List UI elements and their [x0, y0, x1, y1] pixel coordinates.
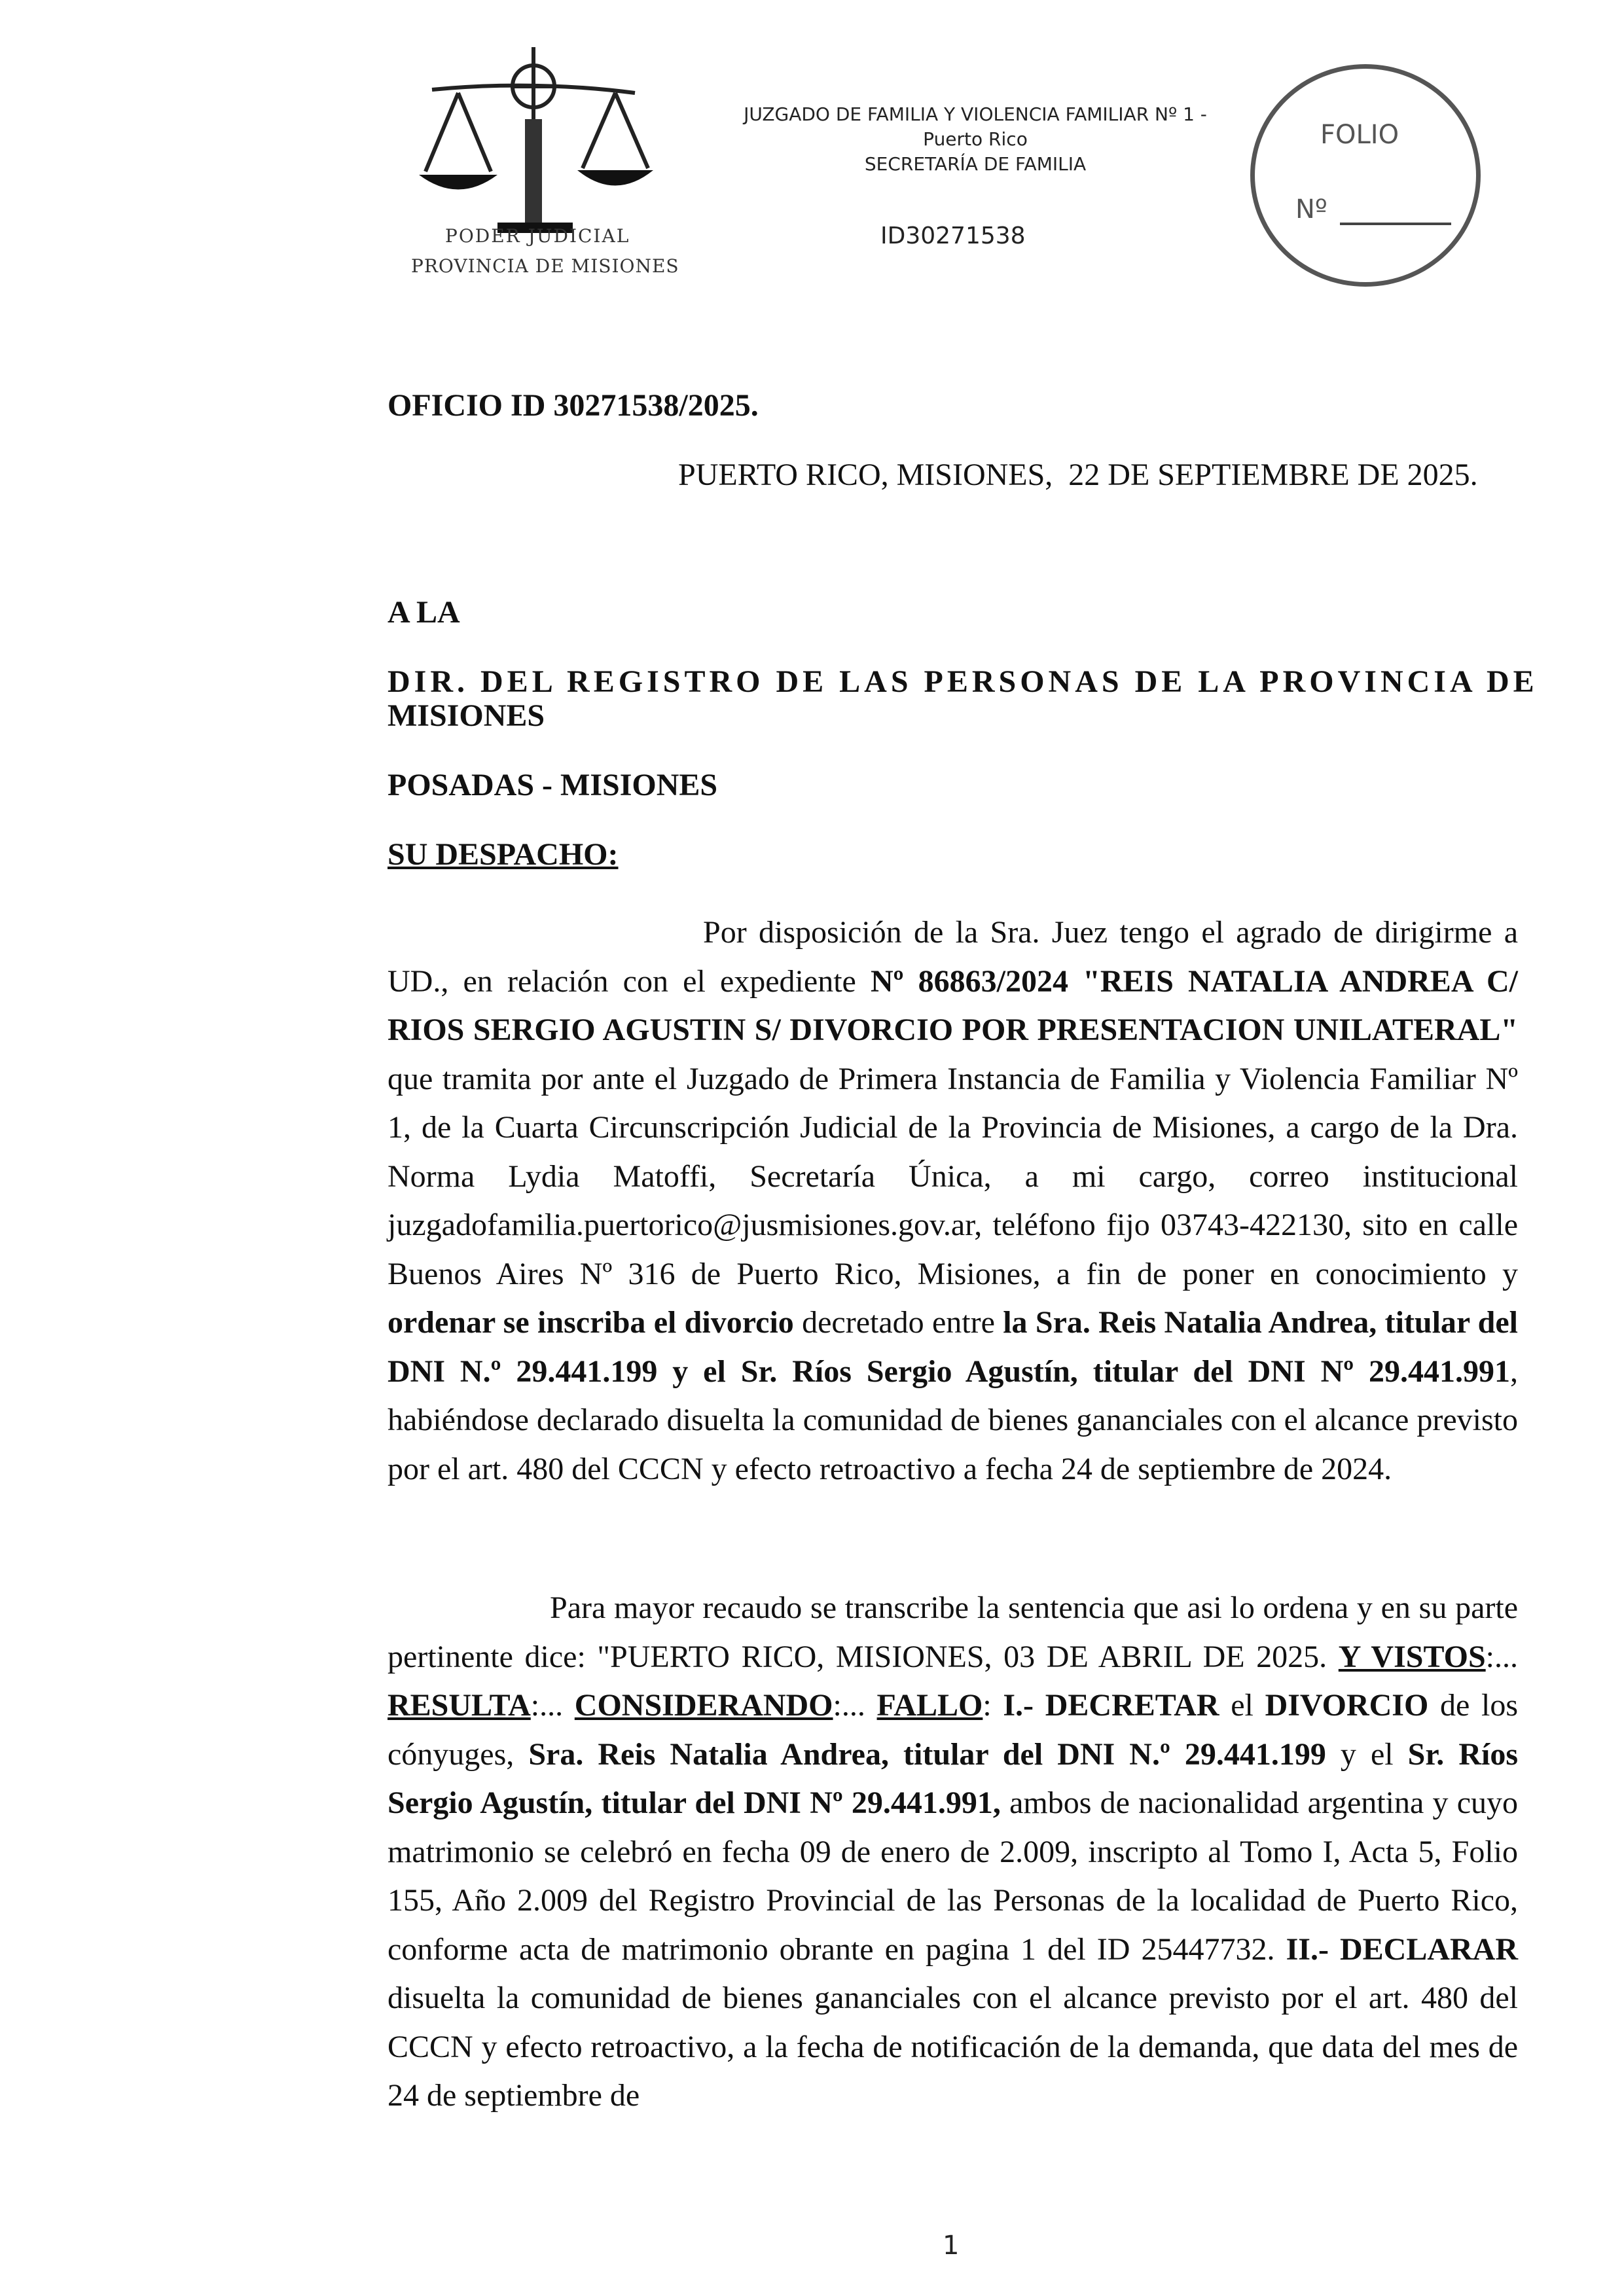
- recipient-name-line1: DIR. DEL REGISTRO DE LAS PERSONAS DE LA PROVINCIA DE: [388, 664, 1538, 699]
- p1-order: ordenar se inscriba el divorcio: [388, 1305, 794, 1340]
- place-date: PUERTO RICO, MISIONES, 22 DE SEPTIEMBRE DE 2025.: [678, 457, 1478, 492]
- court-line-2: Puerto Rico: [923, 128, 1028, 150]
- p2-text-7: de los cónyuges,: [388, 1688, 1519, 1772]
- court-line-1: JUZGADO DE FAMILIA Y VIOLENCIA FAMILIAR Nº 1 -: [744, 103, 1207, 125]
- p2-resulta: RESULTA: [388, 1688, 531, 1723]
- p1-parties: la Sra. Reis Natalia Andrea, titular del DNI N.º 29.441.199 y el Sr. Ríos Sergio Agustín, titular del DNI Nº 29.441.991: [388, 1305, 1519, 1389]
- folio-stamp: [1250, 64, 1481, 287]
- court-line-3: SECRETARÍA DE FAMILIA: [864, 153, 1087, 175]
- logo-text-line2: PROVINCIA DE MISIONES: [411, 255, 679, 277]
- p2-text-2: :...: [1485, 1639, 1518, 1674]
- p2-party-1: Sra. Reis Natalia Andrea, titular del DNI N.º 29.441.199: [528, 1736, 1326, 1772]
- recipient-to: A LA: [388, 595, 460, 630]
- p2-text-8: y el: [1326, 1736, 1408, 1772]
- recipient-name-line2: MISIONES: [388, 698, 545, 733]
- folio-number-label: Nº: [1295, 194, 1327, 224]
- court-header: [694, 102, 1257, 177]
- recipient-city: POSADAS - MISIONES: [388, 768, 718, 802]
- p2-y-vistos: Y VISTOS: [1338, 1639, 1486, 1674]
- p2-divorcio: DIVORCIO: [1265, 1688, 1429, 1723]
- p2-text-10: disuelta la comunidad de bienes gananciales con el alcance previsto por el art. 480 del CCCN y efecto retroactivo, a la fecha de notificación de la demanda, que data del mes de 24 de septiembre de: [388, 1981, 1518, 2113]
- p1-text-4: , habiéndose declarado disuelta la comunidad de bienes gananciales con el alcance previsto por el art. 480 del CCCN y efecto retroactivo a fecha 24 de septiembre de 2024.: [388, 1354, 1518, 1486]
- paragraph-1: [388, 908, 1518, 1494]
- p2-text-1: Para mayor recaudo se transcribe la sentencia que asi lo ordena y en su parte pertinente dice: "PUERTO RICO, MISIONES, 03 DE ABRIL DE 2025.: [388, 1590, 1518, 1674]
- p2-text-4: :...: [833, 1688, 877, 1723]
- scales-of-justice-icon: [406, 41, 681, 250]
- p1-text-1: Por disposición de la Sra. Juez tengo el agrado de dirigirme a UD., en relación con el expediente: [388, 915, 1518, 999]
- p2-text-5: :: [983, 1688, 1003, 1723]
- paragraph-2: [388, 1584, 1518, 2121]
- p1-case-number: Nº 86863/2024 "REIS NATALIA ANDREA C/ RIOS SERGIO AGUSTIN S/ DIVORCIO POR PRESENTACION UNILATERAL": [388, 963, 1518, 1047]
- p2-decretar: I.- DECRETAR: [1003, 1688, 1219, 1723]
- page-number: 1: [943, 2231, 960, 2261]
- folio-label: FOLIO: [1320, 120, 1399, 150]
- logo-text-line1: PODER JUDICIAL: [445, 225, 630, 247]
- p2-text-6: el: [1219, 1688, 1265, 1723]
- p2-declarar: II.- DECLARAR: [1286, 1931, 1519, 1967]
- p2-considerando: CONSIDERANDO: [574, 1688, 833, 1723]
- p2-party-2: Sr. Ríos Sergio Agustín, titular del DNI Nº 29.441.991,: [388, 1736, 1518, 1820]
- su-despacho: SU DESPACHO:: [388, 837, 619, 872]
- p1-text-2: que tramita por ante el Juzgado de Primera Instancia de Familia y Violencia Familiar Nº 1, de la Cuarta Circunscripción Judicial de la Provincia de Misiones, a cargo de la Dra. Norma Lydia Matoffi, Secretaría Única, a mi cargo, correo institucional juzgadofamilia.puertorico@jusmisiones.gov.ar, teléfono fijo 03743-422130, sito en calle Buenos Aires Nº 316 de Puerto Rico, Misiones, a fin de poner en conocimiento y: [388, 1061, 1518, 1291]
- p2-text-9: ambos de nacionalidad argentina y cuyo matrimonio se celebró en fecha 09 de enero de 2.009, inscripto al Tomo I, Acta 5, Folio 155, Año 2.009 del Registro Provincial de las Personas de la localidad de Puerto Rico, conforme acta de matrimonio obrante en pagina 1 del ID 25447732.: [388, 1785, 1519, 1967]
- oficio-title: OFICIO ID 30271538/2025.: [388, 388, 759, 423]
- poder-judicial-logo: [406, 41, 681, 289]
- document-id: ID30271538: [880, 223, 1026, 249]
- folio-number-line: [1340, 223, 1451, 225]
- p2-text-3: :...: [530, 1688, 575, 1723]
- p1-text-3: decretado entre: [793, 1305, 1003, 1340]
- p2-fallo: FALLO: [876, 1688, 983, 1723]
